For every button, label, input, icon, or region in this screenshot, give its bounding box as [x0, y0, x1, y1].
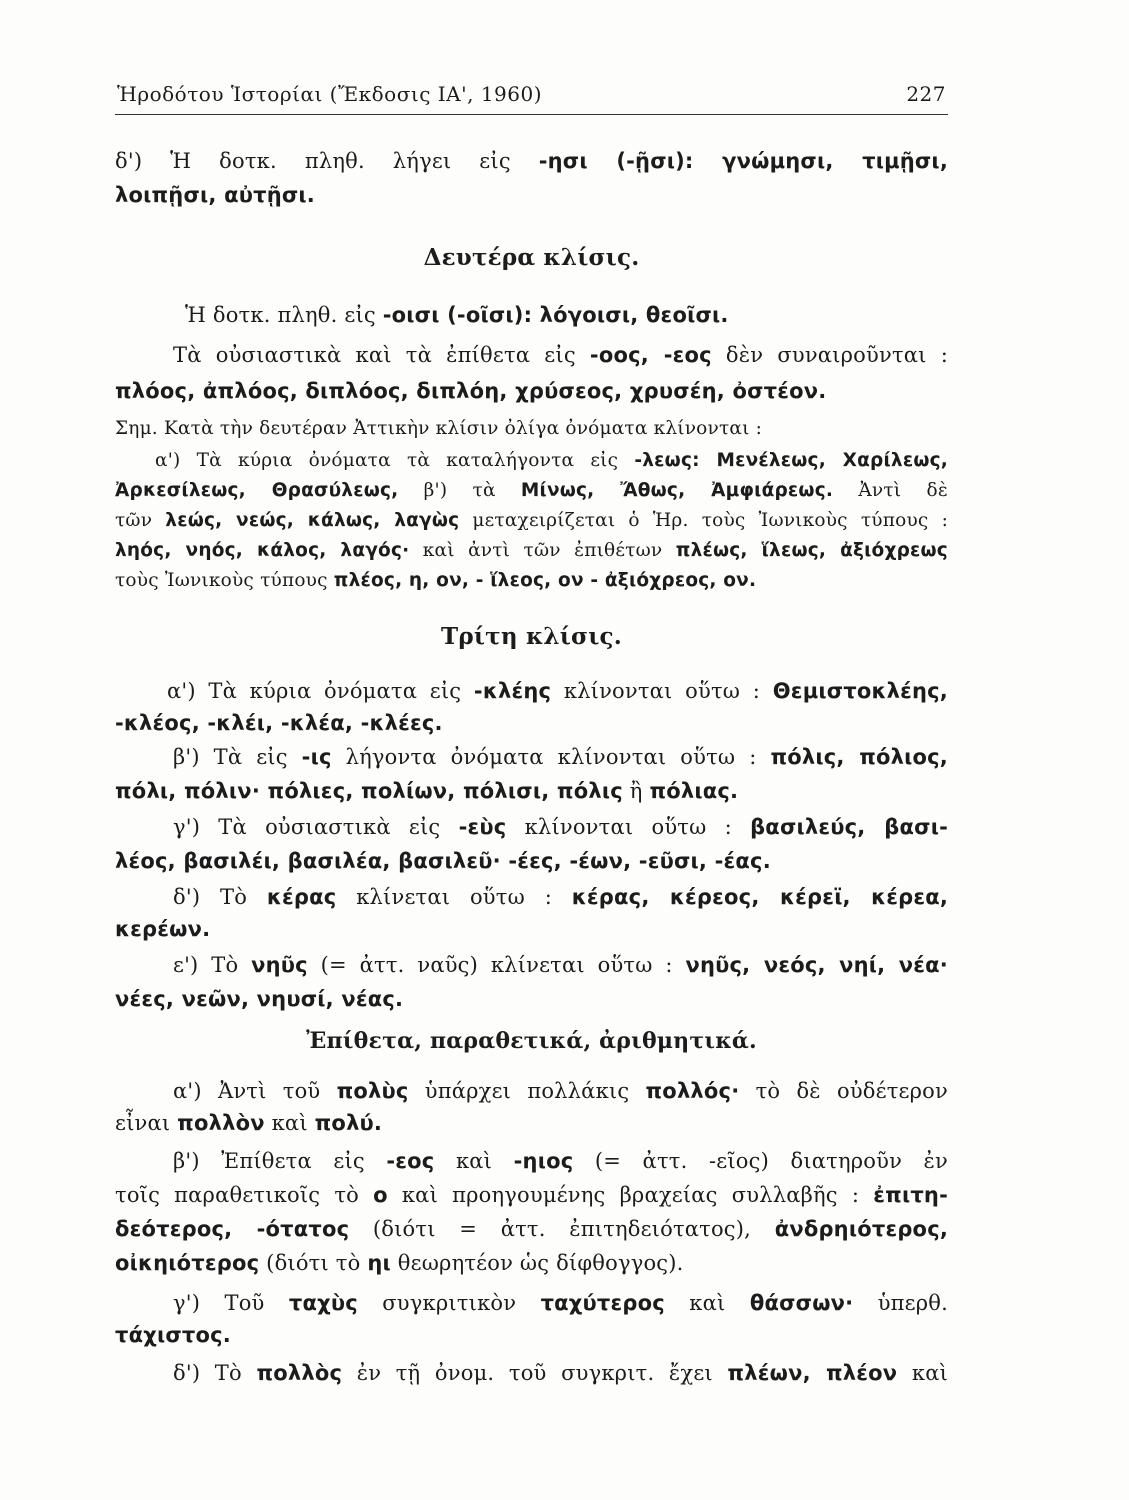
text-line: δεότερος, -ότατος (διότι = ἀττ. ἐπιτηδειότατος), ἀνδρηιότερος,	[115, 1217, 949, 1241]
text-line: γ') Τὰ οὐσιαστικὰ εἰς -εὺς κλίνονται οὕτω : βασιλεύς, βασι-	[173, 815, 948, 839]
text-line: δ') Ἡ δοτκ. πληθ. λήγει εἰς -ησι (-ῇσι): γνώμησι, τιμῇσι,	[115, 149, 948, 173]
text-line: γ') Τοῦ ταχὺς συγκριτικὸν ταχύτερος καὶ θάσσων· ὑπερθ.	[173, 1291, 949, 1315]
text-line: εἶναι πολλὸν καὶ πολύ.	[115, 1111, 383, 1135]
note-line: α') Τὰ κύρια ὀνόματα τὰ καταλήγοντα εἰς -λεως: Μενέλεως, Χαρίλεως,	[155, 450, 948, 471]
running-header	[115, 74, 948, 115]
text-line: κερέων.	[115, 917, 211, 941]
text-line: Ἡ δοτκ. πληθ. εἰς -οισι (-οῖσι): λόγοισι, θεοῖσι.	[185, 303, 729, 327]
text-line: νέες, νεῶν, νηυσί, νέας.	[115, 987, 404, 1011]
text-line: πλόος, ἀπλόος, διπλόος, διπλόη, χρύσεος, χρυσέη, ὀστέον.	[115, 379, 827, 403]
note-line: ληός, νηός, κάλος, λαγός· καὶ ἀντὶ τῶν ἐπιθέτων πλέως, ἵλεως, ἀξιόχρεως	[115, 540, 948, 561]
note-line: Ἀρκεσίλεως, Θρασύλεως, β') τὰ Μίνως, Ἄθως, Ἀμφιάρεως. Ἀντὶ δὲ	[115, 480, 948, 501]
text-line: δ') Τὸ πολλὸς ἐν τῇ ὀνομ. τοῦ συγκριτ. ἔχει πλέων, πλέον καὶ	[173, 1361, 949, 1385]
section-heading: Ἐπίθετα, παραθετικά, ἀριθμητικά.	[306, 1028, 757, 1054]
text-line: -κλέος, -κλέι, -κλέα, -κλέες.	[115, 711, 443, 735]
header-title: Ἡροδότου Ἱστορίαι (Ἔκδοσις ΙΑ', 1960)	[117, 82, 543, 106]
note-line: τῶν λεώς, νεώς, κάλως, λαγὼς μεταχειρίζεται ὁ Ἡρ. τοὺς Ἰωνικοὺς τύπους :	[115, 510, 948, 531]
section-heading: Τρίτη κλίσις.	[441, 623, 622, 650]
text-line: λέος, βασιλέι, βασιλέα, βασιλεῦ· -έες, -έων, -εῦσι, -έας.	[115, 849, 771, 873]
text-line: τάχιστος.	[115, 1323, 231, 1347]
text-line: λοιπῇσι, αὐτῇσι.	[115, 183, 315, 207]
text-line: δ') Τὸ κέρας κλίνεται οὕτω : κέρας, κέρεος, κέρεϊ, κέρεα,	[173, 885, 949, 909]
text-line: πόλι, πόλιν· πόλιες, πολίων, πόλισι, πόλις ἢ πόλιας.	[115, 779, 739, 803]
text-line: β') Ἐπίθετα εἰς -εος καὶ -ηιος (= ἀττ. -εῖος) διατηροῦν ἐν	[173, 1149, 948, 1173]
text-line: β') Τὰ εἰς -ις λήγοντα ὀνόματα κλίνονται οὕτω : πόλις, πόλιος,	[173, 745, 948, 769]
text-line: τοῖς παραθετικοῖς τὸ ο καὶ προηγουμένης βραχείας συλλαβῆς : ἐπιτη-	[115, 1183, 949, 1207]
note-line: τοὺς Ἰωνικοὺς τύπους πλέος, η, ον, - ἵλεος, ον - ἀξιόχρεος, ον.	[115, 570, 757, 591]
text-line: Τὰ οὐσιαστικὰ καὶ τὰ ἐπίθετα εἰς -οος, -εος δὲν συναιροῦνται :	[173, 343, 948, 367]
text-line: οἰκηιότερος (διότι τὸ ηι θεωρητέον ὡς δίφθογγος).	[115, 1251, 684, 1275]
text-line: α') Τὰ κύρια ὀνόματα εἰς -κλέης κλίνονται οὕτω : Θεμιστοκλέης,	[167, 679, 948, 703]
section-heading: Δευτέρα κλίσις.	[423, 244, 640, 271]
text-line: α') Ἀντὶ τοῦ πολὺς ὑπάρχει πολλάκις πολλός· τὸ δὲ οὐδέτερον	[173, 1079, 948, 1103]
page-number: 227	[906, 82, 946, 106]
text-line: ε') Τὸ νηῦς (= ἀττ. ναῦς) κλίνεται οὕτω : νηῦς, νεός, νηί, νέα·	[173, 953, 948, 977]
note-line: Σημ. Κατὰ τὴν δευτέραν Ἀττικὴν κλίσιν ὀλίγα ὀνόματα κλίνονται :	[115, 418, 763, 439]
